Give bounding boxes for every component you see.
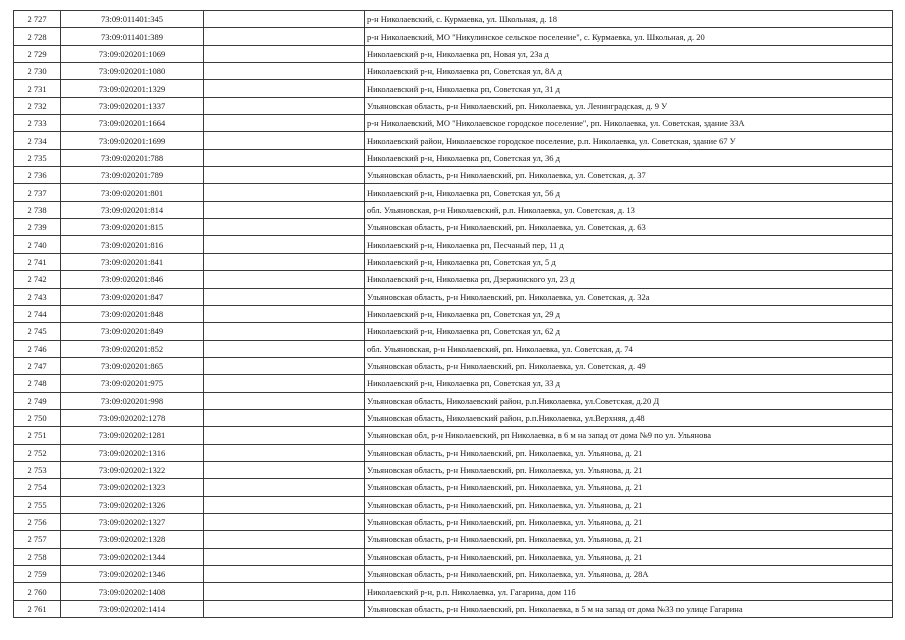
address-cell: Николаевский р-н, р.п. Николаевка, ул. Гагарина, дом 11б bbox=[365, 583, 893, 600]
table-row bbox=[14, 97, 893, 114]
table-row bbox=[14, 236, 893, 253]
empty-cell bbox=[204, 375, 365, 392]
address-cell: Ульяновская область, р-н Николаевский, рп. Николаевка, ул. Советская, д. 37 bbox=[365, 167, 893, 184]
empty-cell bbox=[204, 323, 365, 340]
cadastral-number-cell: 73:09:020202:1322 bbox=[61, 461, 204, 478]
empty-cell bbox=[204, 513, 365, 530]
address-cell: р-н Николаевский, МО "Никулинское сельское поселение", с. Курмаевка, ул. Школьная, д. 20 bbox=[365, 28, 893, 45]
row-number-cell: 2 746 bbox=[14, 340, 61, 357]
cadastral-number-cell: 73:09:020201:865 bbox=[61, 357, 204, 374]
address-cell: Ульяновская область, Николаевский район, р.п.Николаевка, ул.Верхняя, д.48 bbox=[365, 409, 893, 426]
row-number-cell: 2 737 bbox=[14, 184, 61, 201]
empty-cell bbox=[204, 357, 365, 374]
table-row bbox=[14, 566, 893, 583]
table-row bbox=[14, 80, 893, 97]
row-number-cell: 2 739 bbox=[14, 219, 61, 236]
empty-cell bbox=[204, 219, 365, 236]
address-cell: Ульяновская область, р-н Николаевский, рп. Николаевка, ул. Ульянова, д. 21 bbox=[365, 513, 893, 530]
table-row bbox=[14, 583, 893, 600]
cadastral-number-cell: 73:09:020202:1344 bbox=[61, 548, 204, 565]
address-cell: Николаевский р-н, Николаевка рп, Советская ул, 8А д bbox=[365, 63, 893, 80]
cadastral-number-cell: 73:09:020202:1326 bbox=[61, 496, 204, 513]
row-number-cell: 2 743 bbox=[14, 288, 61, 305]
address-cell: Николаевский р-н, Николаевка рп, Советская ул, 36 д bbox=[365, 149, 893, 166]
table-row bbox=[14, 63, 893, 80]
row-number-cell: 2 749 bbox=[14, 392, 61, 409]
cadastral-number-cell: 73:09:020201:849 bbox=[61, 323, 204, 340]
address-cell: р-н Николаевский, с. Курмаевка, ул. Школьная, д. 18 bbox=[365, 11, 893, 28]
cadastral-number-cell: 73:09:020202:1323 bbox=[61, 479, 204, 496]
empty-cell bbox=[204, 236, 365, 253]
address-cell: Ульяновская область, р-н Николаевский, рп. Николаевка, ул. Ульянова, д. 28А bbox=[365, 566, 893, 583]
row-number-cell: 2 750 bbox=[14, 409, 61, 426]
row-number-cell: 2 751 bbox=[14, 427, 61, 444]
table-row bbox=[14, 115, 893, 132]
table-row bbox=[14, 167, 893, 184]
address-cell: Ульяновская область, р-н Николаевский, рп. Николаевка, ул. Ульянова, д. 21 bbox=[365, 531, 893, 548]
table-row bbox=[14, 323, 893, 340]
address-cell: Ульяновская область, р-н Николаевский, рп. Николаевка, ул. Советская, д. 32а bbox=[365, 288, 893, 305]
table-row bbox=[14, 531, 893, 548]
cadastral-number-cell: 73:09:020201:1329 bbox=[61, 80, 204, 97]
registry-table-body bbox=[14, 11, 893, 618]
empty-cell bbox=[204, 340, 365, 357]
row-number-cell: 2 730 bbox=[14, 63, 61, 80]
cadastral-number-cell: 73:09:020202:1328 bbox=[61, 531, 204, 548]
cadastral-number-cell: 73:09:020201:998 bbox=[61, 392, 204, 409]
row-number-cell: 2 733 bbox=[14, 115, 61, 132]
address-cell: р-н Николаевский, МО "Николаевское городское поселение", рп. Николаевка, ул. Советская, здание 33А bbox=[365, 115, 893, 132]
cadastral-number-cell: 73:09:020201:846 bbox=[61, 271, 204, 288]
cadastral-number-cell: 73:09:020202:1281 bbox=[61, 427, 204, 444]
row-number-cell: 2 758 bbox=[14, 548, 61, 565]
row-number-cell: 2 728 bbox=[14, 28, 61, 45]
cadastral-number-cell: 73:09:020201:789 bbox=[61, 167, 204, 184]
address-cell: Ульяновская обл, р-н Николаевский, рп Николаевка, в 6 м на запад от дома №9 по ул. Ульянова bbox=[365, 427, 893, 444]
address-cell: Николаевский р-н, Николаевка рп, Новая ул, 23а д bbox=[365, 45, 893, 62]
table-row bbox=[14, 427, 893, 444]
cadastral-number-cell: 73:09:020202:1408 bbox=[61, 583, 204, 600]
empty-cell bbox=[204, 132, 365, 149]
table-row bbox=[14, 253, 893, 270]
empty-cell bbox=[204, 392, 365, 409]
empty-cell bbox=[204, 600, 365, 617]
empty-cell bbox=[204, 167, 365, 184]
cadastral-number-cell: 73:09:011401:345 bbox=[61, 11, 204, 28]
row-number-cell: 2 744 bbox=[14, 305, 61, 322]
row-number-cell: 2 754 bbox=[14, 479, 61, 496]
cadastral-number-cell: 73:09:020201:801 bbox=[61, 184, 204, 201]
empty-cell bbox=[204, 479, 365, 496]
empty-cell bbox=[204, 461, 365, 478]
row-number-cell: 2 759 bbox=[14, 566, 61, 583]
table-row bbox=[14, 305, 893, 322]
address-cell: Ульяновская область, Николаевский район, р.п.Николаевка, ул.Советская, д.20 Д bbox=[365, 392, 893, 409]
address-cell: Ульяновская область, р-н Николаевский, рп. Николаевка, ул. Ульянова, д. 21 bbox=[365, 479, 893, 496]
row-number-cell: 2 734 bbox=[14, 132, 61, 149]
table-row bbox=[14, 409, 893, 426]
row-number-cell: 2 755 bbox=[14, 496, 61, 513]
cadastral-number-cell: 73:09:020201:852 bbox=[61, 340, 204, 357]
address-cell: Ульяновская область, р-н Николаевский, рп. Николаевка, ул. Советская, д. 63 bbox=[365, 219, 893, 236]
row-number-cell: 2 738 bbox=[14, 201, 61, 218]
address-cell: Николаевский р-н, Николаевка рп, Советская ул, 56 д bbox=[365, 184, 893, 201]
empty-cell bbox=[204, 45, 365, 62]
row-number-cell: 2 735 bbox=[14, 149, 61, 166]
registry-table bbox=[13, 10, 893, 618]
table-row bbox=[14, 201, 893, 218]
cadastral-number-cell: 73:09:020201:816 bbox=[61, 236, 204, 253]
table-row bbox=[14, 184, 893, 201]
table-row bbox=[14, 288, 893, 305]
cadastral-number-cell: 73:09:020201:814 bbox=[61, 201, 204, 218]
table-row bbox=[14, 271, 893, 288]
empty-cell bbox=[204, 496, 365, 513]
cadastral-number-cell: 73:09:020201:815 bbox=[61, 219, 204, 236]
address-cell: Николаевский р-н, Николаевка рп, Советская ул, 31 д bbox=[365, 80, 893, 97]
address-cell: Ульяновская область, р-н Николаевский, рп. Николаевка, ул. Ульянова, д. 21 bbox=[365, 548, 893, 565]
address-cell: Николаевский р-н, Николаевка рп, Песчаный пер, 11 д bbox=[365, 236, 893, 253]
row-number-cell: 2 729 bbox=[14, 45, 61, 62]
row-number-cell: 2 732 bbox=[14, 97, 61, 114]
cadastral-number-cell: 73:09:020202:1278 bbox=[61, 409, 204, 426]
table-row bbox=[14, 340, 893, 357]
cadastral-number-cell: 73:09:020201:848 bbox=[61, 305, 204, 322]
table-row bbox=[14, 600, 893, 617]
table-row bbox=[14, 357, 893, 374]
empty-cell bbox=[204, 115, 365, 132]
row-number-cell: 2 742 bbox=[14, 271, 61, 288]
address-cell: Николаевский район, Николаевское городское поселение, р.п. Николаевка, ул. Советская, здание 67 У bbox=[365, 132, 893, 149]
empty-cell bbox=[204, 531, 365, 548]
address-cell: Ульяновская область, р-н Николаевский, рп. Николаевка, в 5 м на запад от дома №33 по улице Гагарина bbox=[365, 600, 893, 617]
table-row bbox=[14, 392, 893, 409]
cadastral-number-cell: 73:09:020201:1069 bbox=[61, 45, 204, 62]
empty-cell bbox=[204, 201, 365, 218]
empty-cell bbox=[204, 548, 365, 565]
address-cell: Николаевский р-н, Николаевка рп, Советская ул, 29 д bbox=[365, 305, 893, 322]
empty-cell bbox=[204, 444, 365, 461]
row-number-cell: 2 736 bbox=[14, 167, 61, 184]
empty-cell bbox=[204, 28, 365, 45]
cadastral-number-cell: 73:09:020201:1699 bbox=[61, 132, 204, 149]
row-number-cell: 2 748 bbox=[14, 375, 61, 392]
table-row bbox=[14, 45, 893, 62]
row-number-cell: 2 747 bbox=[14, 357, 61, 374]
row-number-cell: 2 741 bbox=[14, 253, 61, 270]
address-cell: Ульяновская область, р-н Николаевский, рп. Николаевка, ул. Ульянова, д. 21 bbox=[365, 496, 893, 513]
address-cell: Николаевский р-н, Николаевка рп, Советская ул, 62 д bbox=[365, 323, 893, 340]
row-number-cell: 2 731 bbox=[14, 80, 61, 97]
empty-cell bbox=[204, 184, 365, 201]
table-row bbox=[14, 28, 893, 45]
row-number-cell: 2 757 bbox=[14, 531, 61, 548]
row-number-cell: 2 761 bbox=[14, 600, 61, 617]
cadastral-number-cell: 73:09:020201:847 bbox=[61, 288, 204, 305]
row-number-cell: 2 740 bbox=[14, 236, 61, 253]
row-number-cell: 2 760 bbox=[14, 583, 61, 600]
cadastral-number-cell: 73:09:020202:1346 bbox=[61, 566, 204, 583]
table-row bbox=[14, 479, 893, 496]
table-row bbox=[14, 219, 893, 236]
empty-cell bbox=[204, 97, 365, 114]
empty-cell bbox=[204, 427, 365, 444]
table-row bbox=[14, 132, 893, 149]
address-cell: Ульяновская область, р-н Николаевский, рп. Николаевка, ул. Ульянова, д. 21 bbox=[365, 461, 893, 478]
row-number-cell: 2 752 bbox=[14, 444, 61, 461]
cadastral-number-cell: 73:09:020202:1327 bbox=[61, 513, 204, 530]
empty-cell bbox=[204, 409, 365, 426]
row-number-cell: 2 756 bbox=[14, 513, 61, 530]
cadastral-number-cell: 73:09:020201:841 bbox=[61, 253, 204, 270]
address-cell: Николаевский р-н, Николаевка рп, Дзержинского ул, 23 д bbox=[365, 271, 893, 288]
table-row bbox=[14, 496, 893, 513]
table-row bbox=[14, 375, 893, 392]
cadastral-number-cell: 73:09:020201:788 bbox=[61, 149, 204, 166]
empty-cell bbox=[204, 253, 365, 270]
empty-cell bbox=[204, 63, 365, 80]
empty-cell bbox=[204, 11, 365, 28]
table-row bbox=[14, 548, 893, 565]
table-row bbox=[14, 11, 893, 28]
address-cell: Ульяновская область, р-н Николаевский, рп. Николаевка, ул. Ленинградская, д. 9 У bbox=[365, 97, 893, 114]
empty-cell bbox=[204, 80, 365, 97]
address-cell: Ульяновская область, р-н Николаевский, рп. Николаевка, ул. Ульянова, д. 21 bbox=[365, 444, 893, 461]
cadastral-number-cell: 73:09:020201:1337 bbox=[61, 97, 204, 114]
table-row bbox=[14, 461, 893, 478]
address-cell: Николаевский р-н, Николаевка рп, Советская ул, 33 д bbox=[365, 375, 893, 392]
empty-cell bbox=[204, 583, 365, 600]
cadastral-number-cell: 73:09:020202:1414 bbox=[61, 600, 204, 617]
cadastral-number-cell: 73:09:020202:1316 bbox=[61, 444, 204, 461]
row-number-cell: 2 753 bbox=[14, 461, 61, 478]
cadastral-number-cell: 73:09:020201:1080 bbox=[61, 63, 204, 80]
cadastral-number-cell: 73:09:020201:975 bbox=[61, 375, 204, 392]
empty-cell bbox=[204, 566, 365, 583]
address-cell: Николаевский р-н, Николаевка рп, Советская ул, 5 д bbox=[365, 253, 893, 270]
empty-cell bbox=[204, 305, 365, 322]
row-number-cell: 2 727 bbox=[14, 11, 61, 28]
table-row bbox=[14, 149, 893, 166]
cadastral-number-cell: 73:09:011401:389 bbox=[61, 28, 204, 45]
table-row bbox=[14, 444, 893, 461]
empty-cell bbox=[204, 288, 365, 305]
address-cell: обл. Ульяновская, р-н Николаевский, рп. Николаевка, ул. Советская, д. 74 bbox=[365, 340, 893, 357]
registry-sheet bbox=[13, 10, 893, 618]
address-cell: обл. Ульяновская, р-н Николаевский, р.п. Николаевка, ул. Советская, д. 13 bbox=[365, 201, 893, 218]
address-cell: Ульяновская область, р-н Николаевский, рп. Николаевка, ул. Советская, д. 49 bbox=[365, 357, 893, 374]
table-row bbox=[14, 513, 893, 530]
empty-cell bbox=[204, 149, 365, 166]
empty-cell bbox=[204, 271, 365, 288]
cadastral-number-cell: 73:09:020201:1664 bbox=[61, 115, 204, 132]
row-number-cell: 2 745 bbox=[14, 323, 61, 340]
